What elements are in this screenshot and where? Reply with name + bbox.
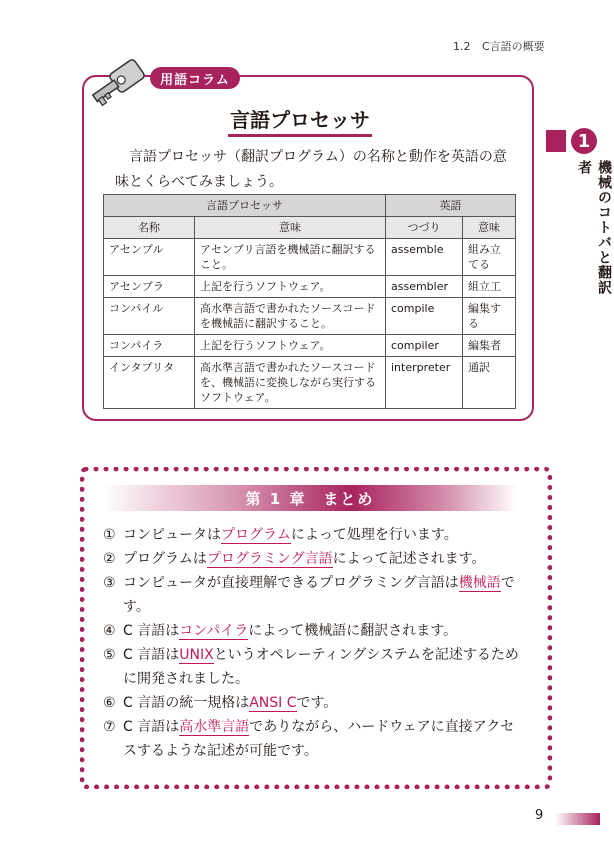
item-text: C 言語は — [123, 719, 180, 735]
list-item — [103, 715, 523, 763]
col-header-name: 名称 — [104, 217, 195, 239]
cell-en-meaning: 編集者 — [463, 335, 516, 357]
cell-en-meaning: 組立工 — [463, 276, 516, 298]
cell-meaning: 高水準言語で書かれたソースコードを、機械語に変換しながら実行するソフトウェア。 — [195, 357, 386, 409]
item-text: によって機械語に翻訳されます。 — [248, 623, 458, 639]
list-item — [103, 571, 523, 619]
item-text: プログラムは — [123, 551, 207, 567]
cell-meaning: 上記を行うソフトウェア。 — [195, 276, 386, 298]
table-row — [104, 335, 516, 357]
cell-name: コンパイル — [104, 298, 195, 335]
cell-name: アセンブル — [104, 239, 195, 276]
key-term: ANSI C — [249, 695, 297, 711]
page-number: 9 — [535, 808, 544, 823]
group-header-processor: 言語プロセッサ — [104, 195, 386, 217]
column-intro: 言語プロセッサ（翻訳プログラム）の名称と動作を英語の意味とくらべてみましょう。 — [115, 149, 507, 190]
cell-name: コンパイラ — [104, 335, 195, 357]
key-term: コンパイラ — [179, 623, 249, 639]
chapter-tab-bar — [546, 130, 566, 152]
cell-meaning: アセンブリ言語を機械語に翻訳すること。 — [195, 239, 386, 276]
item-text: です。 — [123, 575, 515, 615]
item-text: C 言語の統一規格は — [123, 695, 250, 711]
item-number: ① — [103, 527, 116, 543]
section-title: C言語の概要 — [482, 40, 545, 53]
cell-spelling: compiler — [386, 335, 463, 357]
column-tag: 用語コラム — [150, 67, 240, 89]
key-term: 機械語 — [458, 575, 501, 591]
list-item — [103, 523, 523, 547]
cell-en-meaning: 通訳 — [463, 357, 516, 409]
key-term: UNIX — [179, 647, 214, 663]
cell-en-meaning: 組み立てる — [463, 239, 516, 276]
key-term: プログラミング言語 — [206, 551, 333, 567]
item-text: C 言語は — [123, 647, 180, 663]
item-number: ⑥ — [103, 695, 116, 711]
col-header-spelling: つづり — [386, 217, 463, 239]
footer-accent-bar — [555, 813, 600, 825]
summary-list — [103, 523, 523, 763]
cell-meaning: 上記を行うソフトウェア。 — [195, 335, 386, 357]
item-text: によって処理を行います。 — [290, 527, 458, 543]
summary-heading: 第 1 章 まとめ — [103, 485, 517, 511]
item-text: です。 — [296, 695, 338, 711]
col-header-en-meaning: 意味 — [463, 217, 516, 239]
list-item — [103, 691, 523, 715]
table-row — [104, 298, 516, 335]
glossary-table — [103, 194, 516, 409]
item-number: ⑦ — [103, 719, 116, 735]
table-row — [104, 357, 516, 409]
column-title-text: 言語プロセッサ — [228, 108, 372, 137]
item-text: コンピュータは — [123, 527, 221, 543]
item-text: でありながら、ハードウェアに直接アクセスするような記述が可能です。 — [123, 719, 515, 759]
table-row — [104, 239, 516, 276]
item-number: ② — [103, 551, 116, 567]
cell-spelling: compile — [386, 298, 463, 335]
item-text: というオペレーティングシステムを記述するために開発されました。 — [123, 647, 519, 687]
cell-spelling: assembler — [386, 276, 463, 298]
cell-name: アセンブラ — [104, 276, 195, 298]
item-text: コンピュータが直接理解できるプログラミング言語は — [123, 575, 459, 591]
item-text: によって記述されます。 — [332, 551, 486, 567]
cell-spelling: interpreter — [386, 357, 463, 409]
item-number: ③ — [103, 575, 116, 591]
group-header-english: 英語 — [386, 195, 516, 217]
table-row — [104, 276, 516, 298]
running-head — [453, 38, 545, 54]
chapter-side-tab — [564, 118, 612, 298]
cell-meaning: 高水準言語で書かれたソースコードを機械語に翻訳すること。 — [195, 298, 386, 335]
cell-en-meaning: 編集する — [463, 298, 516, 335]
col-header-meaning: 意味 — [195, 217, 386, 239]
list-item — [103, 547, 523, 571]
key-term: 高水準言語 — [179, 719, 250, 735]
chapter-number-badge: 1 — [571, 128, 597, 154]
item-number: ④ — [103, 623, 116, 639]
list-item — [103, 619, 523, 643]
section-number: 1.2 — [453, 40, 471, 53]
cell-name: インタプリタ — [104, 357, 195, 409]
item-text: C 言語は — [123, 623, 180, 639]
chapter-title-vertical: 機械のコトバと翻訳者 — [576, 160, 612, 295]
key-term: プログラム — [221, 527, 291, 543]
cell-spelling: assemble — [386, 239, 463, 276]
item-number: ⑤ — [103, 647, 116, 663]
list-item — [103, 643, 523, 691]
column-title — [0, 104, 600, 133]
